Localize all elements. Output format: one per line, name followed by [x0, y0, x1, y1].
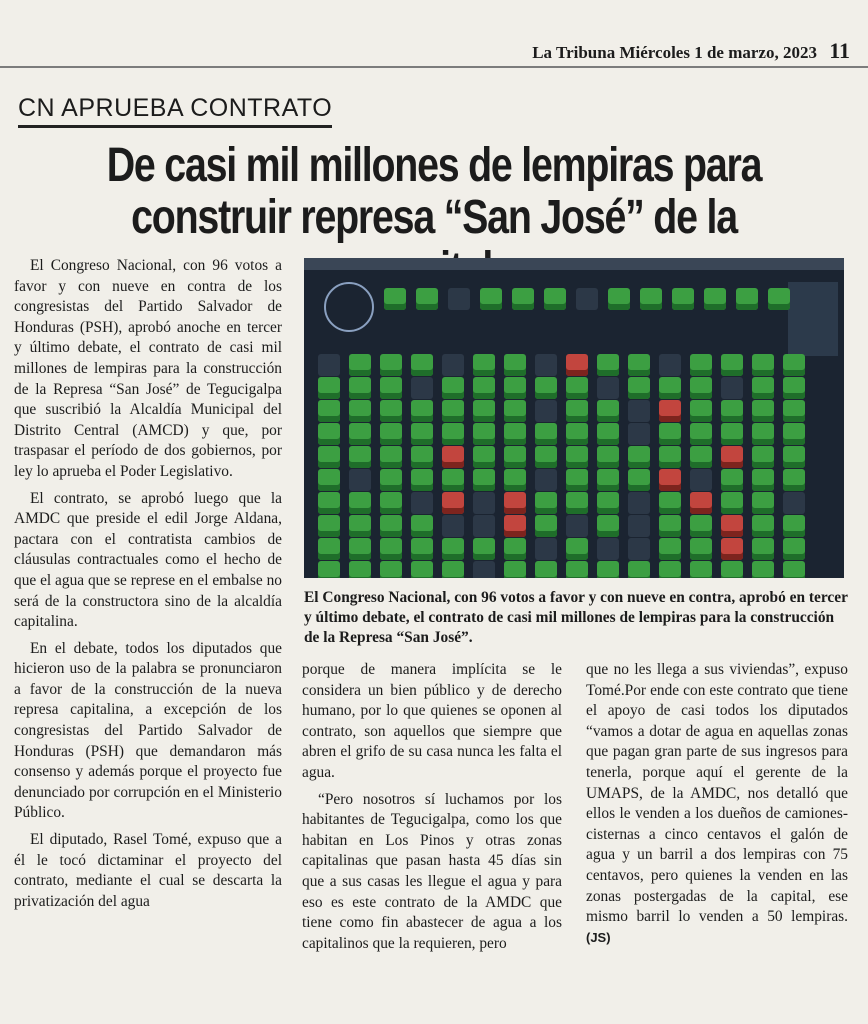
deputy-vote-tile	[736, 288, 758, 310]
deputy-vote-tile	[566, 561, 588, 578]
deputy-vote-tile	[442, 377, 464, 399]
congress-emblem-icon	[324, 282, 374, 332]
paragraph	[586, 660, 848, 948]
deputy-vote-tile	[411, 561, 433, 578]
deputy-vote-tile	[473, 561, 495, 578]
deputy-vote-tile	[566, 538, 588, 560]
deputy-vote-tile	[690, 423, 712, 445]
deputy-vote-tile	[318, 538, 340, 560]
deputy-vote-tile	[442, 446, 464, 468]
deputy-vote-tile	[721, 400, 743, 422]
deputy-vote-tile	[597, 492, 619, 514]
deputy-vote-tile	[504, 400, 526, 422]
deputy-vote-tile	[504, 446, 526, 468]
deputy-vote-tile	[597, 400, 619, 422]
deputy-vote-tile	[442, 515, 464, 537]
deputy-vote-tile	[628, 469, 650, 491]
deputy-vote-tile	[752, 538, 774, 560]
deputy-vote-tile	[411, 446, 433, 468]
deputy-vote-tile	[628, 561, 650, 578]
deputy-vote-tile	[721, 515, 743, 537]
deputy-vote-tile	[504, 469, 526, 491]
deputy-vote-tile	[690, 446, 712, 468]
congress-vote-board-photo	[304, 258, 844, 578]
deputy-vote-tile	[721, 492, 743, 514]
deputy-vote-tile	[473, 377, 495, 399]
deputy-vote-tile	[783, 446, 805, 468]
deputy-vote-tile	[473, 469, 495, 491]
deputy-vote-tile	[480, 288, 502, 310]
deputy-vote-tile	[473, 423, 495, 445]
masthead	[532, 38, 850, 64]
deputy-vote-tile	[721, 354, 743, 376]
deputy-vote-tile	[349, 400, 371, 422]
deputy-vote-tile	[704, 288, 726, 310]
deputy-vote-tile	[512, 288, 534, 310]
paragraph: “Pero nosotros sí luchamos por los habitantes de Tegucigalpa, como los que habitan en Los Pinos y otras zonas capitalinas que pasan hasta 45 días sin que a sus casas les llegue el agua y para eso es este contrato de la AMDC que tiene como fin abastecer de agua a los capitalinos que la requieren, pero	[302, 790, 562, 952]
deputy-vote-tile	[473, 354, 495, 376]
deputy-vote-tile	[640, 288, 662, 310]
deputy-vote-tile	[721, 469, 743, 491]
deputy-vote-tile	[411, 515, 433, 537]
deputy-vote-tile	[752, 354, 774, 376]
article-column-2	[302, 660, 562, 960]
paragraph: En el debate, todos los diputados que hicieron uso de la palabra se pronunciaron a favor de la construcción de la nueva represa capitalina, a excepción de los congresistas del Partido Salvador de Honduras (PSH) que demandaron más consenso y además porque el proyecto fue denunciado por corrupción en el Ministerio Público.	[14, 639, 282, 822]
deputy-vote-tile	[628, 400, 650, 422]
deputy-vote-tile	[597, 469, 619, 491]
paragraph-text: que no les llega a sus viviendas”, expuso Tomé.Por ende con este contrato que tiene el apoyo de casi todos los diputados “vamos a dotar de agua en aquellas zonas que pagan gran parte de sus ingresos para tenerla, porque aquí el gerente de la UMAPS, de la AMDC, nos detalló que ellos le venden a los dueños de camiones-cisternas a cinco centavos el galón de agua y un barril a dos lempiras con 75 centavos, pero quienes la venden en las zonas postergadas de la capital, ese mismo barril lo venden a 50 lempiras.	[586, 661, 848, 926]
deputy-vote-tile	[411, 538, 433, 560]
deputy-vote-tile	[783, 515, 805, 537]
deputy-vote-tile	[659, 561, 681, 578]
deputy-vote-tile	[349, 446, 371, 468]
deputy-vote-tile	[318, 423, 340, 445]
deputy-vote-tile	[349, 492, 371, 514]
deputy-vote-tile	[411, 400, 433, 422]
deputy-vote-tile	[690, 354, 712, 376]
deputy-vote-tile	[535, 538, 557, 560]
deputy-vote-tile	[690, 469, 712, 491]
deputy-vote-tile	[752, 561, 774, 578]
deputy-vote-tile	[628, 354, 650, 376]
deputy-vote-tile	[535, 423, 557, 445]
deputy-vote-tile	[411, 469, 433, 491]
deputy-vote-tile	[473, 446, 495, 468]
deputy-vote-tile	[752, 515, 774, 537]
deputy-vote-tile	[576, 288, 598, 310]
deputy-vote-tile	[566, 515, 588, 537]
screen-header-bar	[304, 258, 844, 270]
deputy-vote-tile	[349, 354, 371, 376]
deputy-vote-tile	[442, 423, 464, 445]
deputy-vote-tile	[380, 354, 402, 376]
deputy-vote-tile	[566, 377, 588, 399]
deputy-vote-tile	[752, 446, 774, 468]
deputy-vote-tile	[659, 377, 681, 399]
deputy-vote-tile	[535, 561, 557, 578]
deputy-vote-tile	[535, 469, 557, 491]
article-column-1	[14, 256, 282, 918]
deputy-vote-tile	[783, 423, 805, 445]
deputy-vote-tile	[628, 446, 650, 468]
deputy-vote-tile	[411, 354, 433, 376]
deputy-vote-tile	[597, 446, 619, 468]
photo-caption: El Congreso Nacional, con 96 votos a favor y con nueve en contra, aprobó en tercer y último debate, el contrato de casi mil millones de lempiras para la construcción de la Represa “San José”.	[304, 589, 848, 646]
deputy-vote-tile	[721, 423, 743, 445]
deputy-vote-tile	[783, 469, 805, 491]
deputy-vote-tile	[672, 288, 694, 310]
deputy-vote-tile	[597, 354, 619, 376]
deputy-vote-tile	[628, 492, 650, 514]
deputy-vote-tile	[349, 423, 371, 445]
deputy-vote-tile	[659, 423, 681, 445]
deputy-vote-tile	[380, 538, 402, 560]
deputy-vote-tile	[442, 400, 464, 422]
headline: De casi mil millones de lempiras para construir represa “San José” de la	[106, 139, 762, 244]
deputy-vote-tile	[628, 538, 650, 560]
deputy-vote-tile	[473, 515, 495, 537]
deputy-vote-tile	[380, 423, 402, 445]
deputy-vote-tile	[783, 561, 805, 578]
deputy-vote-tile	[504, 538, 526, 560]
deputy-vote-tile	[349, 377, 371, 399]
deputy-vote-tile	[380, 492, 402, 514]
deputy-vote-tile	[318, 377, 340, 399]
deputy-vote-tile	[442, 561, 464, 578]
deputy-vote-tile	[380, 561, 402, 578]
deputy-vote-tile	[659, 446, 681, 468]
deputy-vote-tile	[349, 538, 371, 560]
deputy-vote-tile	[442, 538, 464, 560]
deputy-vote-tile	[690, 515, 712, 537]
page-number: 11	[829, 38, 850, 63]
deputy-vote-tile	[504, 423, 526, 445]
deputy-vote-tile	[721, 561, 743, 578]
paragraph: El Congreso Nacional, con 96 votos a favor y con nueve en contra de los congresistas del Partido Salvador de Honduras (PSH), aprobó anoche en tercer y último debate, el contrato de casi mil millones de lempiras para la construcción de la Represa “San José” de Tegucigalpa que suscribió la Alcaldía Municipal del Distrito Central (AMCD) y que, por traspasar el período de dos gobiernos, por ley lo aprueba el Poder Legislativo.	[14, 257, 282, 480]
deputy-vote-tile	[721, 377, 743, 399]
deputy-vote-tile	[628, 377, 650, 399]
deputy-vote-tile	[721, 538, 743, 560]
deputy-vote-tile	[659, 492, 681, 514]
deputy-vote-tile	[380, 446, 402, 468]
deputy-vote-tile	[544, 288, 566, 310]
deputy-vote-tile	[473, 400, 495, 422]
deputy-vote-tile	[416, 288, 438, 310]
deputy-vote-tile	[318, 492, 340, 514]
deputy-vote-tile	[659, 400, 681, 422]
deputy-vote-tile	[566, 469, 588, 491]
paragraph: porque de manera implícita se le considera un bien público y de derecho humano, por lo que quienes se oponen al contrato, son aquellos que siempre que abren el grifo de su casa nunca les falta el agua.	[302, 661, 562, 781]
deputy-vote-tile	[690, 538, 712, 560]
deputy-vote-tile	[448, 288, 470, 310]
deputy-vote-tile	[628, 515, 650, 537]
deputy-vote-tile	[442, 492, 464, 514]
deputy-vote-tile	[380, 400, 402, 422]
deputy-vote-tile	[473, 538, 495, 560]
deputy-vote-tile	[504, 354, 526, 376]
deputy-vote-tile	[690, 400, 712, 422]
kicker: CN APRUEBA CONTRATO	[18, 94, 332, 128]
paragraph: El diputado, Rasel Tomé, expuso que a él le tocó dictaminar el proyecto del contrato, mediante el cual se descarta la privatización del agua	[14, 831, 282, 910]
deputy-vote-tile	[349, 561, 371, 578]
deputy-vote-tile	[659, 469, 681, 491]
deputy-vote-tile	[566, 423, 588, 445]
deputy-vote-tile	[783, 492, 805, 514]
deputy-vote-tile	[721, 446, 743, 468]
deputy-vote-tile	[442, 354, 464, 376]
issue-date: Miércoles 1 de marzo, 2023	[619, 43, 817, 62]
deputy-vote-tile	[690, 377, 712, 399]
deputy-vote-tile	[783, 377, 805, 399]
deputy-vote-tile	[380, 377, 402, 399]
deputy-vote-tile	[535, 515, 557, 537]
deputy-vote-tile	[473, 492, 495, 514]
deputy-vote-tile	[783, 354, 805, 376]
deputy-vote-tile	[318, 561, 340, 578]
deputy-vote-tile	[535, 446, 557, 468]
deputy-vote-tile	[349, 469, 371, 491]
deputy-vote-tile	[628, 423, 650, 445]
deputy-vote-tile	[783, 400, 805, 422]
deputy-vote-tile	[504, 377, 526, 399]
deputy-vote-tile	[380, 515, 402, 537]
deputy-vote-tile	[752, 492, 774, 514]
deputy-vote-tile	[597, 515, 619, 537]
deputy-vote-tile	[768, 288, 790, 310]
paragraph: El contrato, se aprobó luego que la AMDC que preside el edil Jorge Aldana, pactara con el contratista cambios de cláusulas contractuales como el hecho de que el agua que se represe en el embalse no será de la constructora sino de la alcaldía capitalina.	[14, 489, 282, 631]
deputy-vote-tile	[349, 515, 371, 537]
deputy-vote-tile	[318, 446, 340, 468]
author-signature: (JS)	[586, 929, 611, 945]
deputy-vote-tile	[752, 469, 774, 491]
deputy-vote-tile	[442, 469, 464, 491]
deputy-vote-tile	[380, 469, 402, 491]
deputy-vote-tile	[535, 377, 557, 399]
deputy-vote-tile	[752, 377, 774, 399]
header-rule	[0, 66, 868, 68]
deputy-vote-tile	[411, 423, 433, 445]
paper-name: La Tribuna	[532, 43, 616, 62]
deputy-vote-tile	[752, 423, 774, 445]
deputy-vote-tile	[411, 377, 433, 399]
deputy-vote-tile	[535, 400, 557, 422]
deputy-vote-tile	[318, 354, 340, 376]
deputy-vote-tile	[318, 400, 340, 422]
deputy-vote-tile	[659, 354, 681, 376]
deputy-vote-tile	[752, 400, 774, 422]
deputy-vote-tile	[318, 515, 340, 537]
deputy-vote-tile	[535, 354, 557, 376]
deputy-vote-tile	[504, 561, 526, 578]
deputy-vote-tile	[690, 492, 712, 514]
deputy-vote-tile	[597, 561, 619, 578]
deputy-vote-tile	[535, 492, 557, 514]
deputy-vote-tile	[566, 354, 588, 376]
deputy-vote-tile	[659, 515, 681, 537]
deputy-vote-tile	[659, 538, 681, 560]
deputy-vote-tile	[504, 492, 526, 514]
article-column-3	[586, 660, 848, 954]
deputy-vote-tile	[597, 538, 619, 560]
deputy-vote-tile	[690, 561, 712, 578]
deputy-vote-tile	[566, 446, 588, 468]
deputy-vote-tile	[384, 288, 406, 310]
deputy-vote-tile	[411, 492, 433, 514]
deputy-vote-tile	[608, 288, 630, 310]
deputy-vote-tile	[566, 492, 588, 514]
vote-tally-panel	[788, 282, 838, 356]
deputy-vote-tile	[318, 469, 340, 491]
deputy-vote-tile	[597, 423, 619, 445]
deputy-vote-tile	[504, 515, 526, 537]
deputy-vote-tile	[597, 377, 619, 399]
deputy-vote-tile	[783, 538, 805, 560]
deputy-vote-tile	[566, 400, 588, 422]
